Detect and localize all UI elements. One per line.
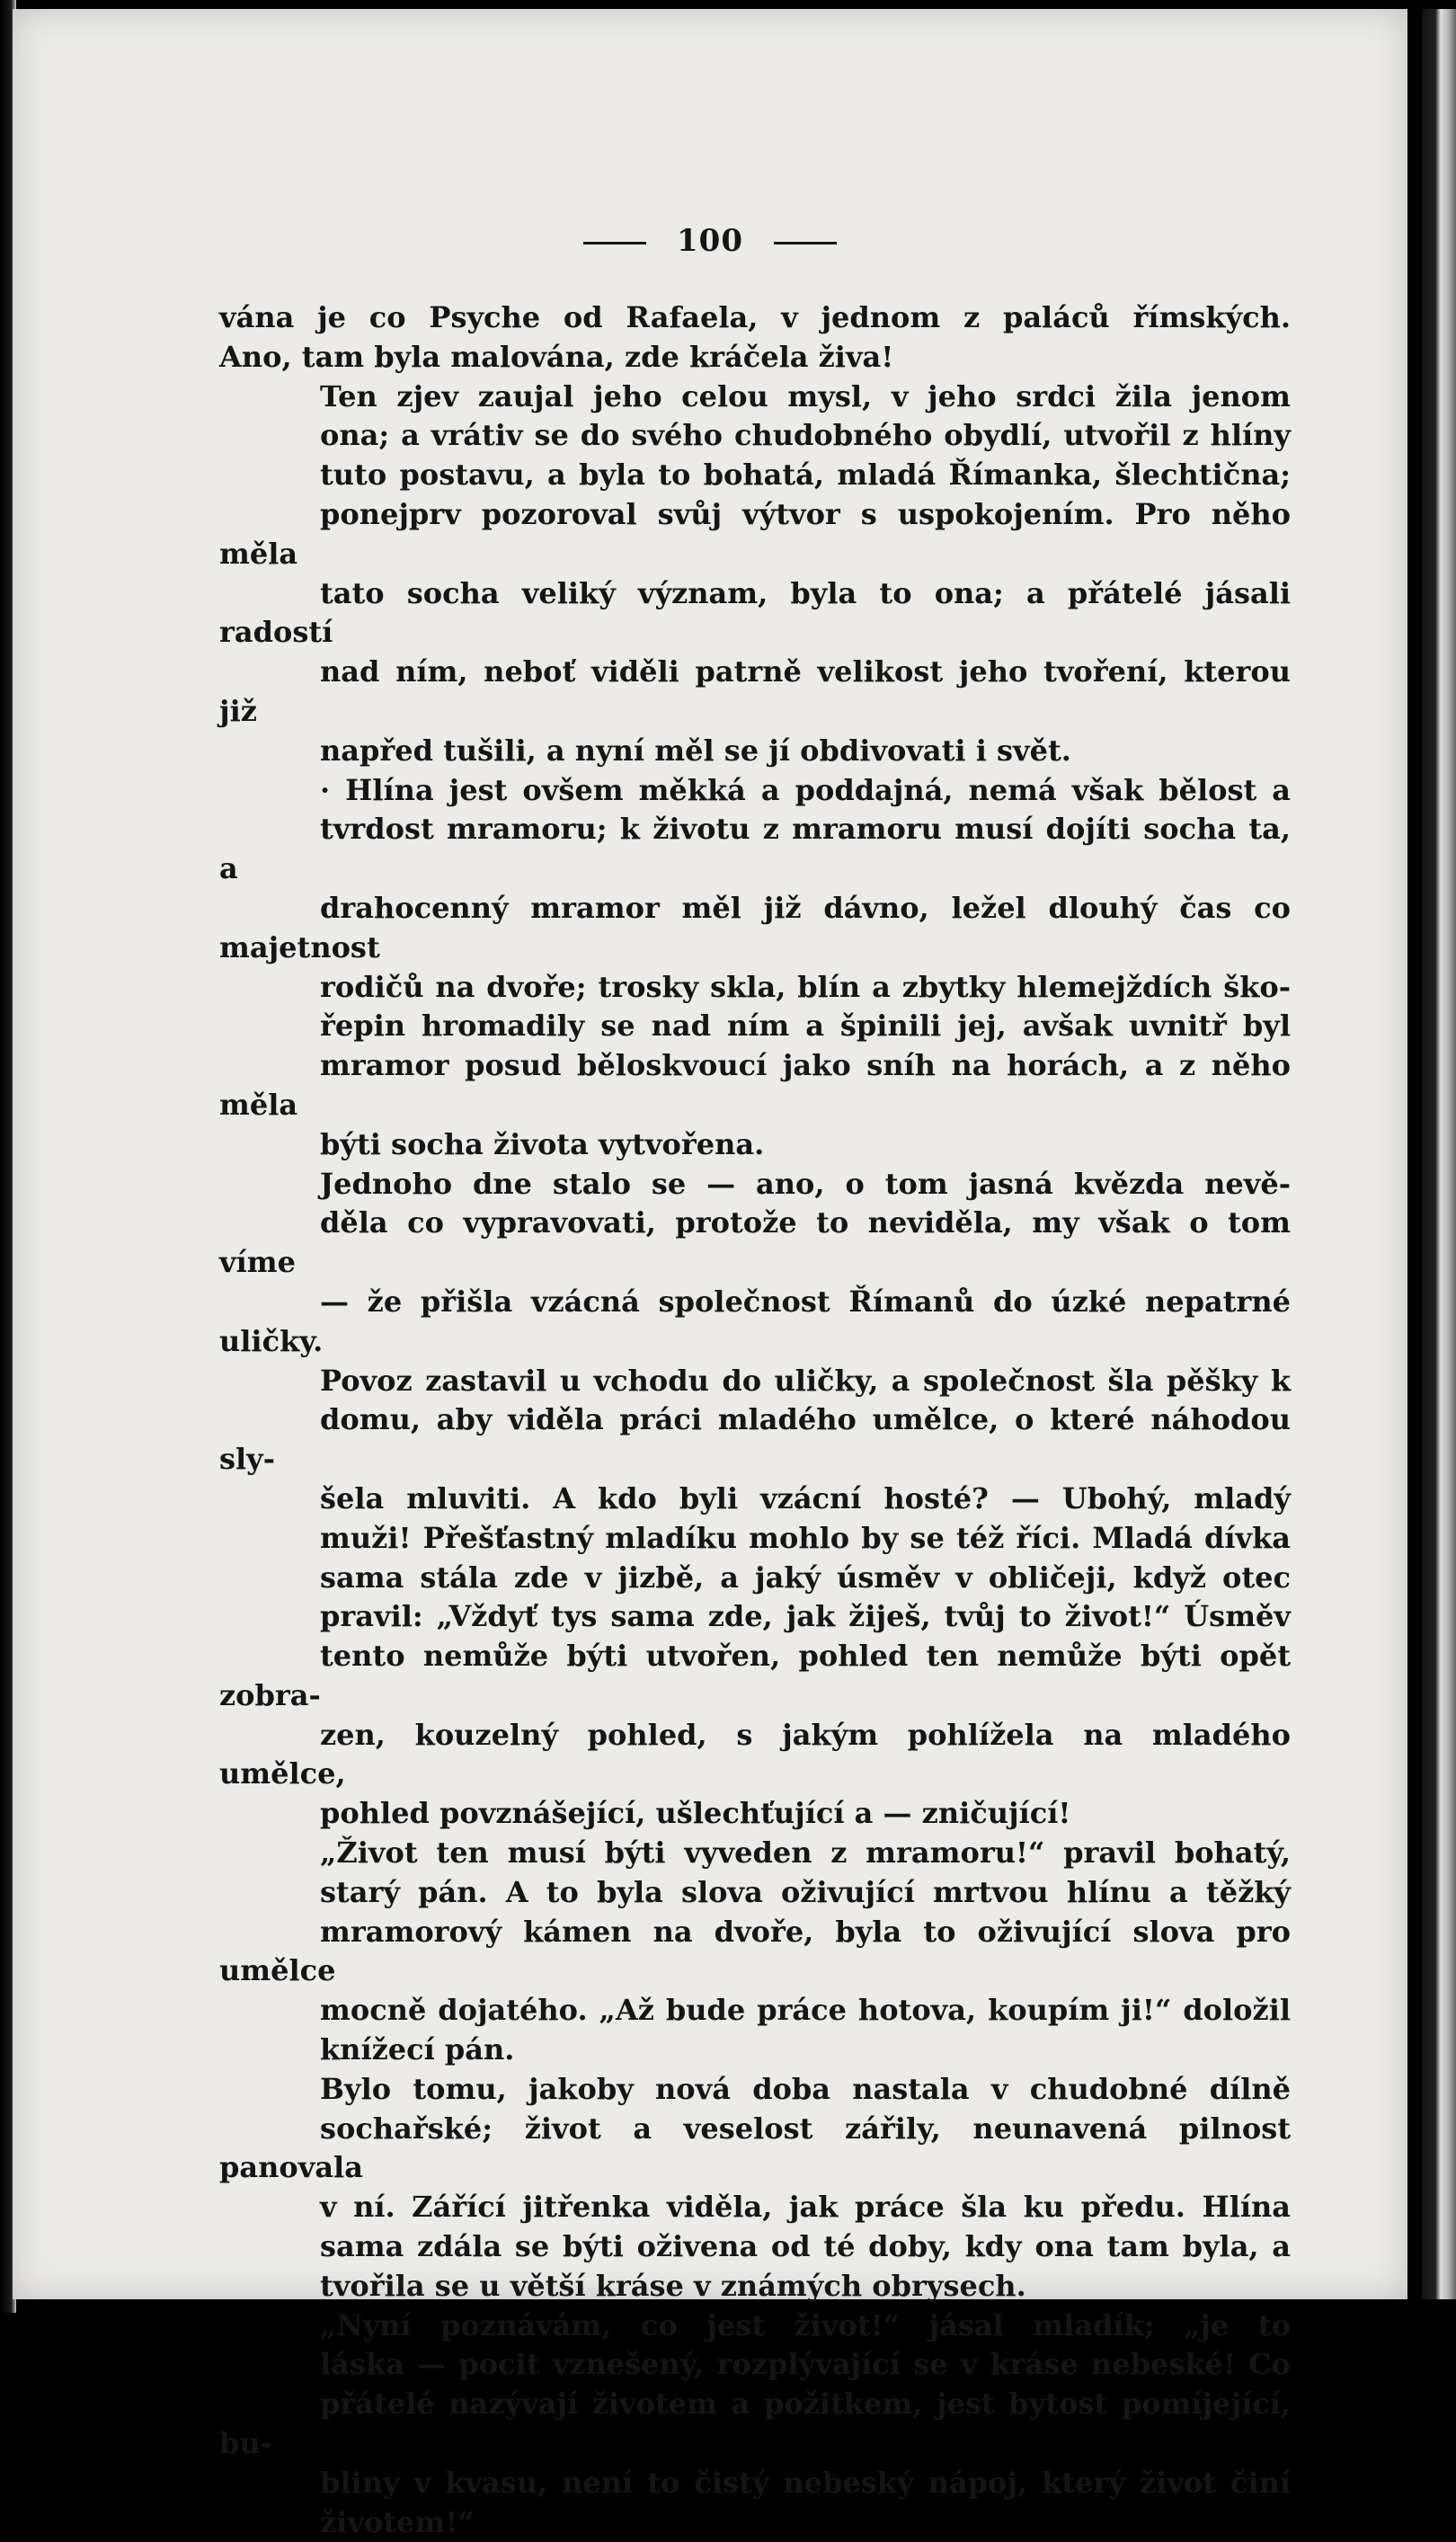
text-line-38: tvořila se u větší kráse v známých obrysech. (320, 2268, 1026, 2303)
text-line-6: ponejprv pozoroval svůj výtvor s uspokojením. Pro něho měla (219, 496, 1291, 571)
paragraph-1 (219, 378, 1291, 771)
page-text (219, 223, 1291, 2542)
text-line-3: Ten zjev zaujal jeho celou mysl, v jeho srdci žila jenom (320, 378, 1291, 413)
text-line-7: tato socha veliký význam, byla to ona; a přátelé jásali radostí (219, 575, 1291, 650)
text-line-27: zen, kouzelný pohled, s jakým pohlížela na mladého umělce, (219, 1717, 1291, 1791)
text-line-41: přátelé nazývají životem a požitkem, jest bytost pomíjející, bu- (219, 2386, 1291, 2461)
text-line-39: „Nyní poznávám, co jest život!“ jásal mladík; „je to (320, 2307, 1291, 2342)
text-line-18: děla co vypravovati, protože to neviděla, my však o tom víme (219, 1205, 1291, 1280)
text-line-24: sama stála zde v jizbě, a jaký úsměv v obličeji, když otec (320, 1560, 1291, 1595)
text-line-32: mocně dojatého. „Až bude práce hotova, koupím ji!“ doložil (320, 1993, 1291, 2028)
text-line-17: Jednoho dne stalo se — ano, o tom jasná kvězda nevě- (320, 1166, 1291, 1201)
text-line-16: býti socha života vytvořena. (320, 1126, 765, 1161)
text-line-21: domu, aby viděla práci mladého umělce, o které náhodou sly- (219, 1402, 1291, 1477)
text-line-40: láska — pocit vznešený, rozplývající se v kráse nebeské! Co (320, 2347, 1291, 2382)
text-line-10: · Hlína jest ovšem měkká a poddajná, nemá však bělost a (320, 772, 1291, 807)
paragraph-5 (219, 2070, 1291, 2306)
text-line-43: životem!“ (320, 2504, 475, 2539)
text-line-19: — že přišla vzácná společnost Římanů do úzké nepatrné uličky. (219, 1284, 1291, 1358)
text-line-37: sama zdála se býti oživena od té doby, kdy ona tam byla, a (320, 2229, 1291, 2264)
text-line-29: „Život ten musí býti vyveden z mramoru!“ pravil bohatý, (320, 1835, 1291, 1871)
text-line-1: vána je co Psyche od Rafaela, v jednom z paláců římských. (219, 300, 1291, 334)
text-line-5: tuto postavu, a byla to bohatá, mladá Římanka, šlechtična; (320, 458, 1291, 493)
text-line-33: knížecí pán. (320, 2032, 515, 2067)
text-line-14: řepin hromadily se nad ním a špinili jej, avšak uvnitř byl (320, 1009, 1291, 1044)
text-line-25: pravil: „Vždyť tys sama zde, jak žiješ, tvůj to život!“ Úsměv (320, 1599, 1291, 1634)
text-line-11: tvrdost mramoru; k životu z mramoru musí dojíti socha ta, a (219, 812, 1291, 886)
text-line-34: Bylo tomu, jakoby nová doba nastala v chudobné dílně (320, 2071, 1291, 2106)
text-line-35: sochařské; život a veselost zářily, neunavená pilnost panovala (219, 2111, 1291, 2185)
book-page (13, 9, 1407, 2539)
text-line-15: mramor posud běloskvoucí jako sníh na horách, a z něho měla (219, 1048, 1291, 1122)
paragraph-continuation (219, 298, 1291, 378)
text-line-4: ona; a vrátiv se do svého chudobného obydlí, utvořil z hlíny (320, 418, 1291, 453)
text-line-9: napřed tušili, a nyní měl se jí obdivovati i svět. (320, 733, 1071, 768)
paragraph-3 (219, 1165, 1291, 1835)
text-line-23: muži! Přešťastný mladíku mohlo by se též říci. Mladá dívka (320, 1520, 1291, 1555)
text-line-2: Ano, tam byla malována, zde kráčela živa! (219, 339, 894, 374)
right-page-edge (1422, 9, 1456, 2299)
text-line-30: starý pán. A to byla slova oživující mrtvou hlínu a těžký (320, 1874, 1291, 1909)
paragraph-6 (219, 2306, 1291, 2542)
text-line-13: rodičů na dvoře; trosky skla, blín a zbytky hlemejždích ško- (320, 969, 1291, 1004)
text-line-36: v ní. Zářící jitřenka viděla, jak práce šla ku předu. Hlína (320, 2190, 1291, 2225)
page-number: 100 (677, 223, 743, 259)
paragraph-4 (219, 1834, 1291, 2070)
text-line-26: tento nemůže býti utvořen, pohled ten nemůže býti opět zobra- (219, 1639, 1291, 1712)
text-line-22: šela mluviti. A kdo byli vzácní hosté? — Ubohý, mladý (320, 1480, 1291, 1515)
text-line-42: bliny v kvasu, není to čistý nebeský nápoj, který život činí (320, 2465, 1291, 2500)
text-line-8: nad ním, neboť viděli patrně velikost jeho tvoření, kterou již (219, 654, 1291, 728)
paragraph-2 (219, 771, 1291, 1165)
text-line-12: drahocenný mramor měl již dávno, ležel dlouhý čas co majetnost (219, 890, 1291, 964)
text-line-28: pohled povznášející, ušlechťující a — zničující! (320, 1796, 1071, 1831)
text-line-31: mramorový kámen na dvoře, byla to oživující slova pro umělce (219, 1914, 1291, 1988)
text-line-20: Povoz zastavil u vchodu do uličky, a společnost šla pěšky k (320, 1363, 1291, 1398)
